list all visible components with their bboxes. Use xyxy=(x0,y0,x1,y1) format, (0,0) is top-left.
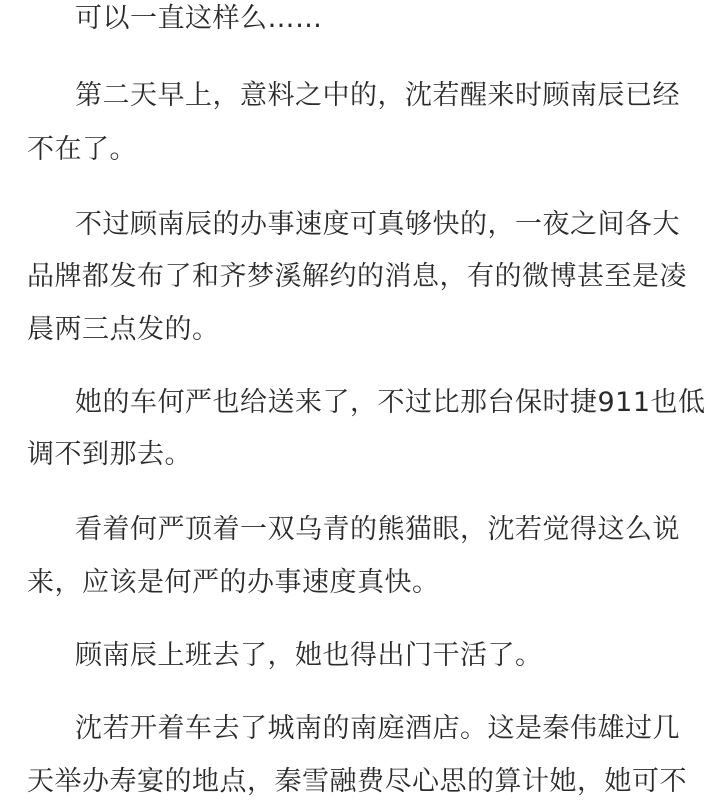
paragraph-3-line-3: 晨两三点发的。 xyxy=(27,314,220,345)
paragraph-6-line-1: 顾南辰上班去了，她也得出门干活了。 xyxy=(75,640,543,671)
paragraph-2-line-1: 第二天早上，意料之中的，沈若醒来时顾南辰已经 xyxy=(75,80,680,111)
paragraph-4-line-2: 调不到那去。 xyxy=(27,439,192,470)
paragraph-3-line-1: 不过顾南辰的办事速度可真够快的，一夜之间各大 xyxy=(75,209,680,240)
paragraph-2-line-2: 不在了。 xyxy=(27,134,137,165)
paragraph-1-line-1: 可以一直这样么…… xyxy=(75,3,323,34)
paragraph-7-line-2: 天举办寿宴的地点，秦雪融费尽心思的算计她，她可不 xyxy=(27,766,687,797)
paragraph-4-line-1: 她的车何严也给送来了，不过比那台保时捷911也低 xyxy=(75,387,706,418)
paragraph-5-line-2: 来，应该是何严的办事速度真快。 xyxy=(27,567,440,598)
paragraph-7-line-1: 沈若开着车去了城南的南庭酒店。这是秦伟雄过几 xyxy=(75,713,680,744)
paragraph-5-line-1: 看着何严顶着一双乌青的熊猫眼，沈若觉得这么说 xyxy=(75,514,680,545)
paragraph-3-line-2: 品牌都发布了和齐梦溪解约的消息，有的微博甚至是凌 xyxy=(27,261,687,292)
